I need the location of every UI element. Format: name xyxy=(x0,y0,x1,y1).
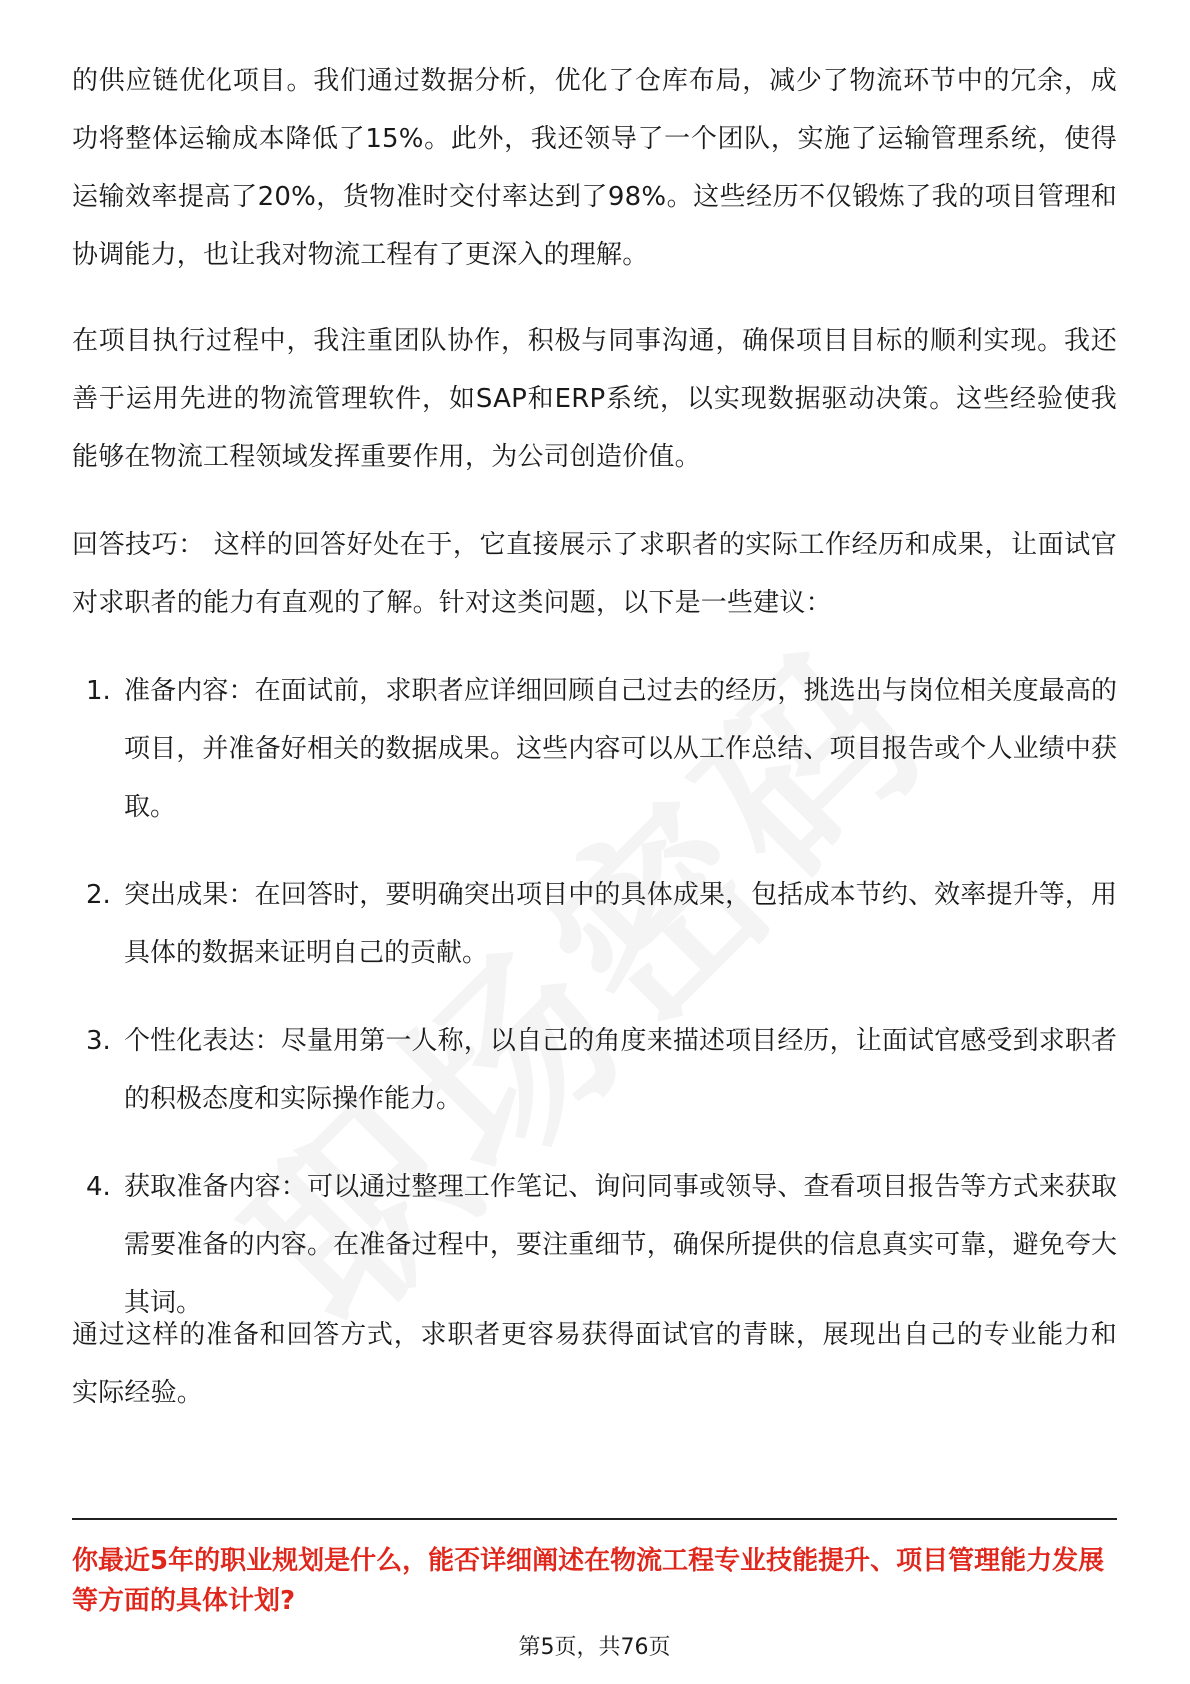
page-number: 第5页，共76页 xyxy=(518,1635,671,1660)
list-item-number: 3. xyxy=(86,1026,111,1056)
list-item-text: 突出成果：在回答时，要明确突出项目中的具体成果，包括成本节约、效率提升等，用具体的数据来证明自己的贡献。 xyxy=(124,880,1117,968)
list-item-number: 1. xyxy=(86,676,111,706)
list-item xyxy=(72,866,1117,982)
list-item xyxy=(72,662,1117,836)
paragraph-teamwork: 在项目执行过程中，我注重团队协作，积极与同事沟通，确保项目目标的顺利实现。我还善于运用先进的物流管理软件，如SAP和ERP系统，以实现数据驱动决策。这些经验使我能够在物流工程领域发挥重要作用，为公司创造价值。 xyxy=(72,326,1117,472)
list-item-text: 个性化表达：尽量用第一人称，以自己的角度来描述项目经历，让面试官感受到求职者的积极态度和实际操作能力。 xyxy=(124,1026,1117,1114)
list-item-text: 准备内容：在面试前，求职者应详细回顾自己过去的经历，挑选出与岗位相关度最高的项目，并准备好相关的数据成果。这些内容可以从工作总结、项目报告或个人业绩中获取。 xyxy=(124,676,1117,822)
paragraph-project-experience: 的供应链优化项目。我们通过数据分析，优化了仓库布局，减少了物流环节中的冗余，成功将整体运输成本降低了15%。此外，我还领导了一个团队，实施了运输管理系统，使得运输效率提高了20%，货物准时交付率达到了98%。这些经历不仅锻炼了我的项目管理和协调能力，也让我对物流工程有了更深入的理解。 xyxy=(72,66,1117,270)
paragraph-conclusion: 通过这样的准备和回答方式，求职者更容易获得面试官的青睐，展现出自己的专业能力和实际经验。 xyxy=(72,1320,1117,1408)
document-page xyxy=(72,0,1117,1684)
list-item-number: 4. xyxy=(86,1172,111,1202)
question-heading: 你最近5年的职业规划是什么，能否详细阐述在物流工程专业技能提升、项目管理能力发展等方面的具体计划? xyxy=(72,1546,1105,1616)
list-item-number: 2. xyxy=(86,880,111,910)
paragraph-answer-tips: 回答技巧： 这样的回答好处在于，它直接展示了求职者的实际工作经历和成果，让面试官对求职者的能力有直观的了解。针对这类问题，以下是一些建议： xyxy=(72,530,1118,618)
section-divider xyxy=(72,1518,1117,1520)
list-item-text: 获取准备内容：可以通过整理工作笔记、询问同事或领导、查看项目报告等方式来获取需要准备的内容。在准备过程中，要注重细节，确保所提供的信息真实可靠，避免夸大其词。 xyxy=(124,1172,1117,1318)
list-item xyxy=(72,1012,1117,1128)
